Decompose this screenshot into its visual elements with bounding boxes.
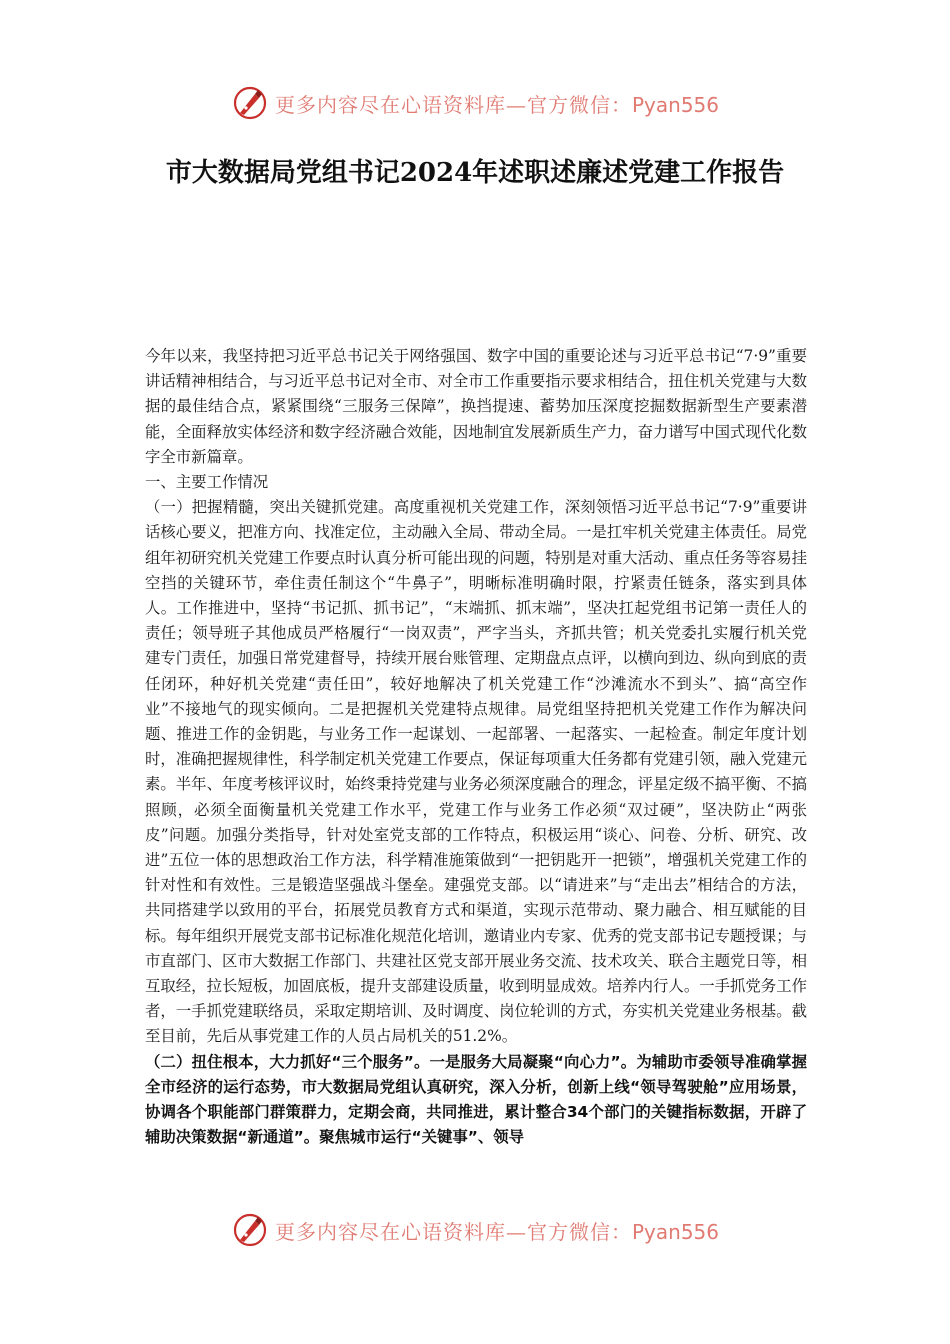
body-paragraph: （一）把握精髓，突出关键抓党建。高度重视机关党建工作，深刻领悟习近平总书记“7·9”重要讲话核心要义，把准方向、找准定位，主动融入全局、带动全局。一是扛牢机关党建主体责任。局党组年初研究机关党建工作要点时认真分析可能出现的问题，特别是对重大活动、重点任务等容易挂空挡的关键环节，牵住责任制这个“牛鼻子”，明晰标准明确时限，拧紧责任链条，落实到具体人。工作推进中，坚持“书记抓、抓书记”，“末端抓、抓末端”，坚决扛起党组书记第一责任人的责任；领导班子其他成员严格履行“一岗双责”，严字当头，齐抓共管；机关党委扎实履行机关党建专门责任，加强日常党建督导，持续开展台账管理、定期盘点点评，以横向到边、纵向到底的责任闭环，种好机关党建“责任田”，较好地解决了机关党建工作“沙滩流水不到头”、搞“高空作业”不接地气的现实倾向。二是把握机关党建特点规律。局党组坚持把机关党建工作作为解决问题、推进工作的金钥匙，与业务工作一起谋划、一起部署、一起落实、一起检查。制定年度计划时，准确把握规律性，科学制定机关党建工作要点，保证每项重大任务都有党建引领，融入党建元素。半年、年度考核评议时，始终秉持党建与业务必须深度融合的理念，评星定级不搞平衡、不搞照顾，必须全面衡量机关党建工作水平，党建工作与业务工作必须“双过硬”，坚决防止“两张皮”问题。加强分类指导，针对处室党支部的工作特点，积极运用“谈心、问卷、分析、研究、改进”五位一体的思想政治工作方法，科学精准施策做到“一把钥匙开一把锁”，增强机关党建工作的针对性和有效性。三是锻造坚强战斗堡垒。建强党支部。以“请进来”与“走出去”相结合的方法，共同搭建学以致用的平台，拓展党员教育方式和渠道，实现示范带动、聚力融合、相互赋能的目标。每年组织开展党支部书记标准化规范化培训，邀请业内专家、优秀的党支部书记专题授课；与市直部门、区市大数据工作部门、共建社区党支部开展业务交流、技术攻关、联合主题党日等，相互取经，拉长短板，加固底板，提升支部建设质量，收到明显成效。培养内行人。一手抓党务工作者，一手抓党建联络员，采取定期培训、及时调度、岗位轮训的方式，夯实机关党建业务根基。截至目前，先后从事党建工作的人员占局机关的51.2%。 — [145, 498, 807, 1046]
body-paragraph-bold: （二）扭住根本，大力抓好“三个服务”。一是服务大局凝聚“向心力”。为辅助市委领导准确掌握全市经济的运行态势，市大数据局党组认真研究，深入分析，创新上线“领导驾驶舱”应用场景，协调各个职能部门群策群力，定期会商，共同推进，累计整合34个部门的关键指标数据，开辟了辅助决策数据“新通道”。聚焦城市运行“关键事”、领导 — [145, 1052, 807, 1147]
intro-paragraph: 今年以来，我坚持把习近平总书记关于网络强国、数字中国的重要论述与习近平总书记“7·9”重要讲话精神相结合，与习近平总书记对全市、对全市工作重要指示要求相结合，扭住机关党建与大数据的最佳结合点，紧紧围绕“三服务三保障”，换挡提速、蓄势加压深度挖掘数据新型生产要素潜能，全面释放实体经济和数字经济融合效能，因地制宜发展新质生产力，奋力谱写中国式现代化数字全市新篇章。 — [145, 347, 807, 466]
watermark-text: 更多内容尽在心语资料库—官方微信：Pyan556 — [274, 92, 719, 117]
watermark-footer — [0, 1205, 950, 1255]
wechat-id: Pyan556 — [631, 92, 719, 117]
wechat-id: Pyan556 — [631, 1219, 719, 1244]
pen-nib-logo-icon — [231, 1211, 269, 1249]
document-title: 市大数据局党组书记2024年述职述廉述党建工作报告 — [165, 158, 785, 188]
pen-nib-logo-icon — [231, 84, 269, 122]
document-body — [145, 344, 807, 1151]
watermark-text: 更多内容尽在心语资料库—官方微信：Pyan556 — [274, 1219, 719, 1244]
watermark-header — [0, 78, 950, 128]
section-heading: 一、主要工作情况 — [145, 473, 269, 492]
